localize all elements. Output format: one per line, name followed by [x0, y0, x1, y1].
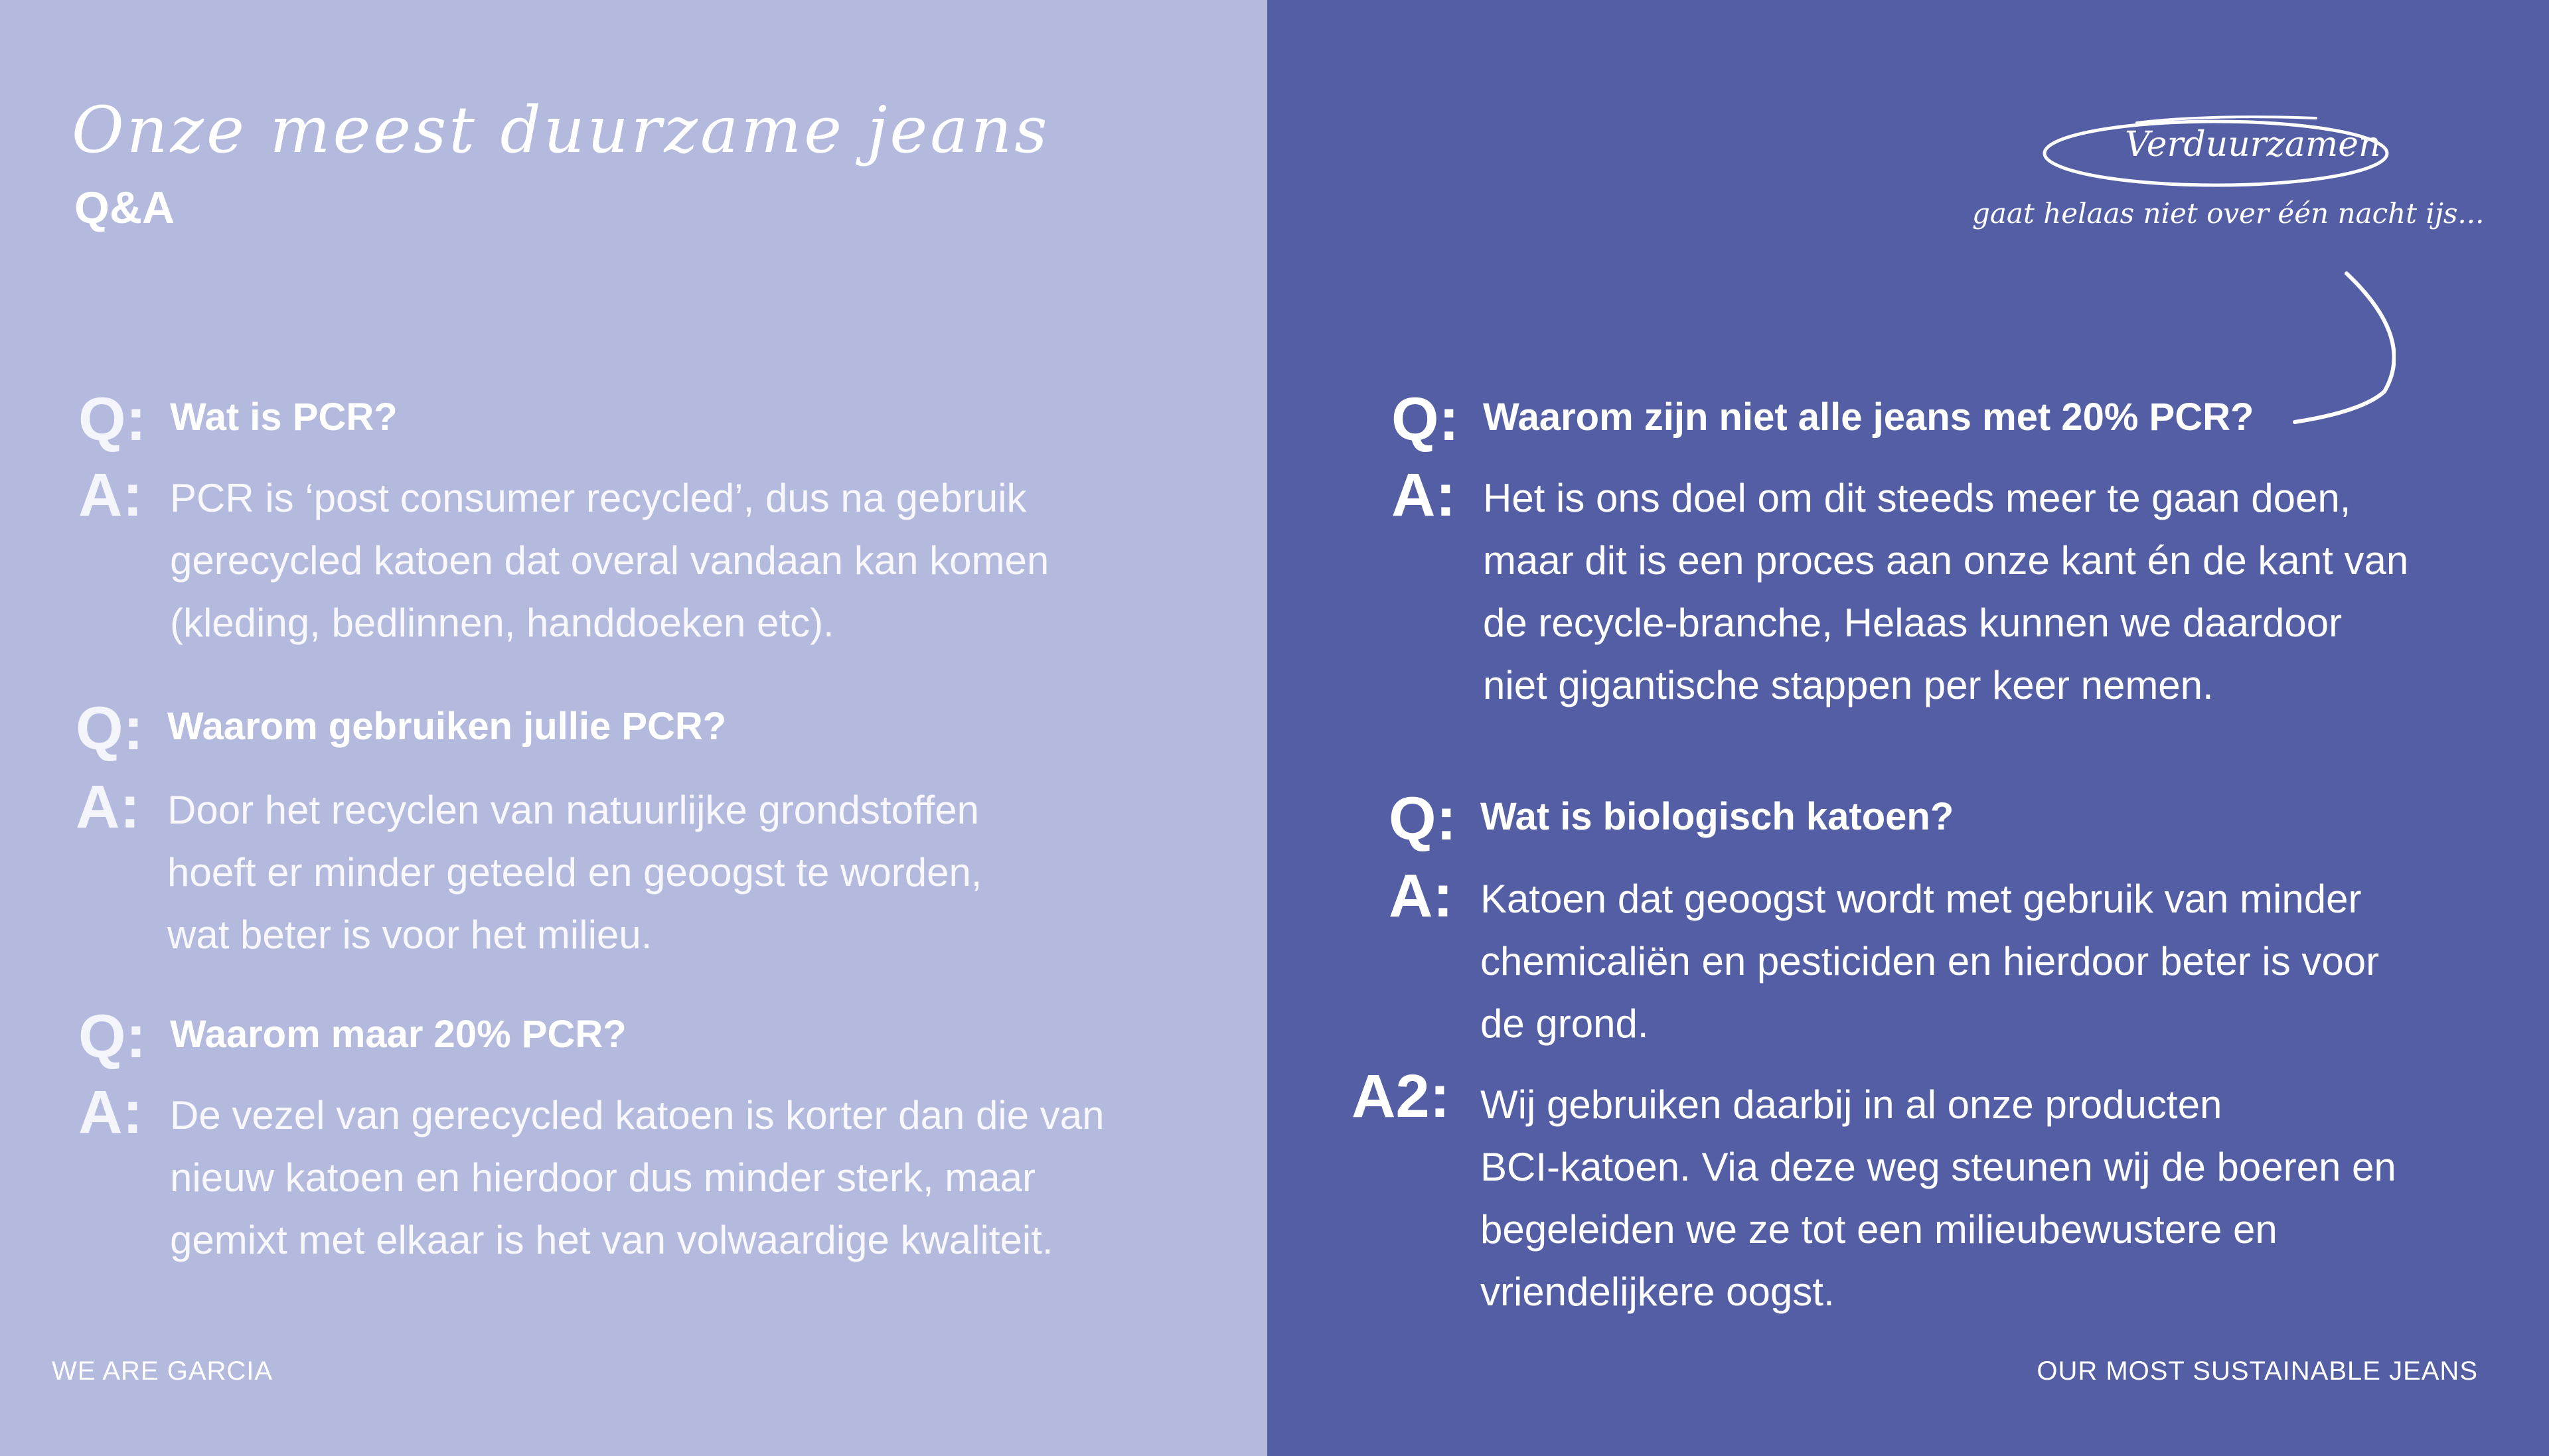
question-text: Waarom gebruiken jullie PCR?: [167, 705, 727, 748]
answer-label: A:: [1391, 461, 1456, 529]
answer-label: A:: [78, 1078, 143, 1146]
page-title-script: Onze meest duurzame jeans: [72, 93, 1050, 167]
question-text: Waarom zijn niet alle jeans met 20% PCR?: [1483, 396, 2254, 439]
answer2-text: Wij gebruiken daarbij in al onze producten BCI-katoen. Via deze weg steunen wij de boeren en begeleiden we ze tot een milieubewustere en vriendelijkere oogst.: [1480, 1082, 2396, 1314]
question-label: Q:: [78, 1003, 147, 1070]
question-label: Q:: [78, 386, 147, 453]
question-text: Wat is biologisch katoen?: [1480, 795, 1954, 838]
question-text: Waarom maar 20% PCR?: [170, 1013, 627, 1056]
question-label: Q:: [1389, 785, 1457, 853]
answer-text: Katoen dat geoogst wordt met gebruik van minder chemicaliën en pesticiden en hierdoor beter is voor de grond.: [1480, 877, 2380, 1046]
question-label: Q:: [76, 695, 144, 763]
answer-label: A:: [76, 773, 141, 841]
answer-label: A:: [78, 461, 143, 529]
answer-text: Het is ons doel om dit steeds meer te gaan doen, maar dit is een proces aan onze kant én de kant van de recycle-branche, Helaas kunnen we daardoor niet gigantische stappen per keer nemen.: [1483, 476, 2409, 707]
answer2-label: A2:: [1352, 1062, 1450, 1130]
left-panel: [0, 0, 1267, 1456]
footer-brand: WE ARE GARCIA: [52, 1356, 273, 1386]
note-title: Verduurzamen: [2125, 125, 2381, 165]
question-label: Q:: [1391, 386, 1460, 453]
page-subtitle: Q&A: [74, 182, 175, 233]
answer-text: PCR is ‘post consumer recycled’, dus na gebruik gerecycled katoen dat overal vandaan kan komen (kleding, bedlinnen, handdoeken etc).: [170, 476, 1049, 645]
answer-text: De vezel van gerecycled katoen is korter dan die van nieuw katoen en hierdoor dus minder sterk, maar gemixt met elkaar is het van volwaardige kwaliteit.: [170, 1093, 1105, 1262]
answer-text: Door het recyclen van natuurlijke grondstoffen hoeft er minder geteeld en geoogst te worden, wat beter is voor het milieu.: [167, 788, 982, 957]
right-panel: [1267, 0, 2549, 1456]
question-text: Wat is PCR?: [170, 396, 398, 439]
answer-label: A:: [1389, 862, 1454, 930]
note-subtitle: gaat helaas niet over één nacht ijs...: [1972, 197, 2485, 230]
footer-tagline: OUR MOST SUSTAINABLE JEANS: [2037, 1356, 2478, 1386]
